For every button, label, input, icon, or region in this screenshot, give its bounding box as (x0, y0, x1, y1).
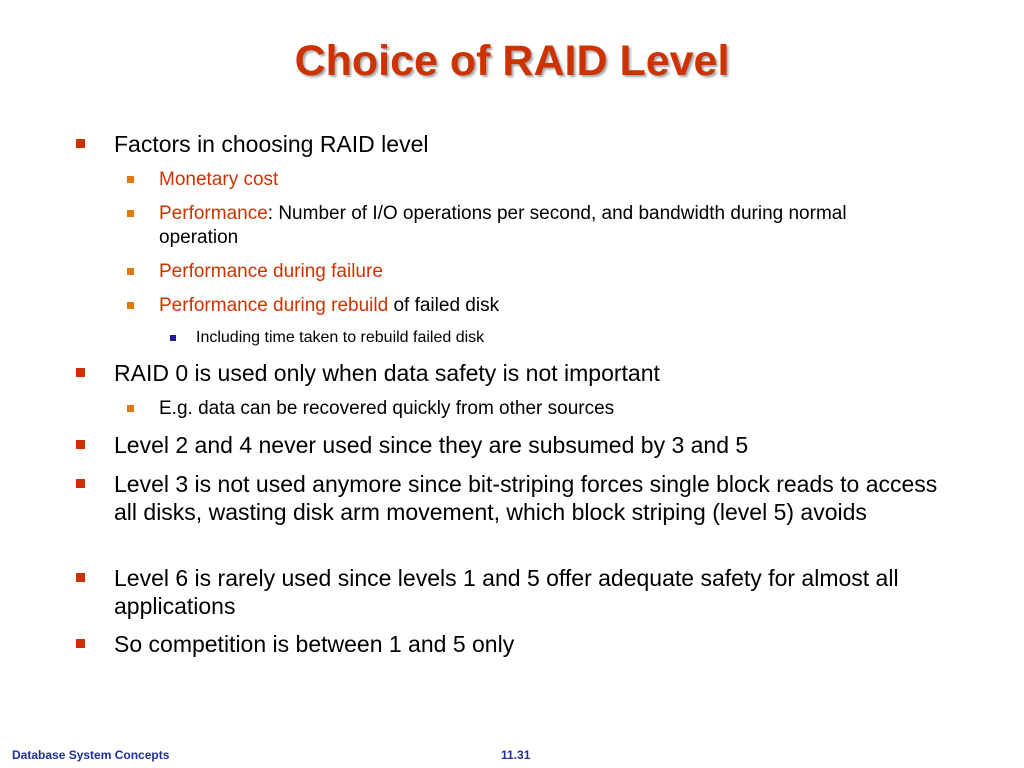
square-bullet-icon (76, 368, 85, 377)
performance-term: Performance (159, 203, 268, 224)
bullet-rebuild-time: Including time taken to rebuild failed disk (196, 328, 896, 348)
bullet-level2-4: Level 2 and 4 never used since they are subsumed by 3 and 5 (114, 431, 944, 459)
footer-course-title: Database System Concepts (12, 748, 170, 762)
performance-rebuild-term: Performance during rebuild (159, 295, 389, 316)
bullet-factors: Factors in choosing RAID level (114, 130, 944, 158)
slide-title: Choice of RAID Level (294, 37, 730, 85)
square-bullet-icon (76, 573, 85, 582)
bullet-performance-rebuild (159, 294, 919, 318)
bullet-level3: Level 3 is not used anymore since bit-striping forces single block reads to access all disks, wasting disk arm movement, which block striping (level 5) avoids (114, 470, 944, 526)
performance-rebuild-description: of failed disk (388, 295, 500, 316)
square-bullet-icon (127, 176, 134, 183)
bullet-monetary-cost: Monetary cost (159, 168, 919, 192)
bullet-raid0: RAID 0 is used only when data safety is not important (114, 359, 944, 387)
square-bullet-icon (76, 639, 85, 648)
square-bullet-icon (127, 405, 134, 412)
bullet-performance (159, 202, 919, 250)
footer-page-number: 11.31 (501, 748, 531, 762)
square-bullet-icon (127, 268, 134, 275)
bullet-performance-failure: Performance during failure (159, 260, 919, 284)
square-bullet-icon (127, 302, 134, 309)
bullet-raid0-example: E.g. data can be recovered quickly from other sources (159, 397, 919, 421)
square-bullet-icon (76, 479, 85, 488)
square-bullet-icon (76, 139, 85, 148)
performance-description: : Number of I/O operations per second, and bandwidth during normal operation (159, 203, 847, 248)
square-bullet-icon (76, 440, 85, 449)
bullet-competition: So competition is between 1 and 5 only (114, 630, 944, 658)
square-bullet-icon (127, 210, 134, 217)
square-bullet-icon (170, 335, 176, 341)
bullet-level6: Level 6 is rarely used since levels 1 and 5 offer adequate safety for almost all applications (114, 564, 944, 620)
